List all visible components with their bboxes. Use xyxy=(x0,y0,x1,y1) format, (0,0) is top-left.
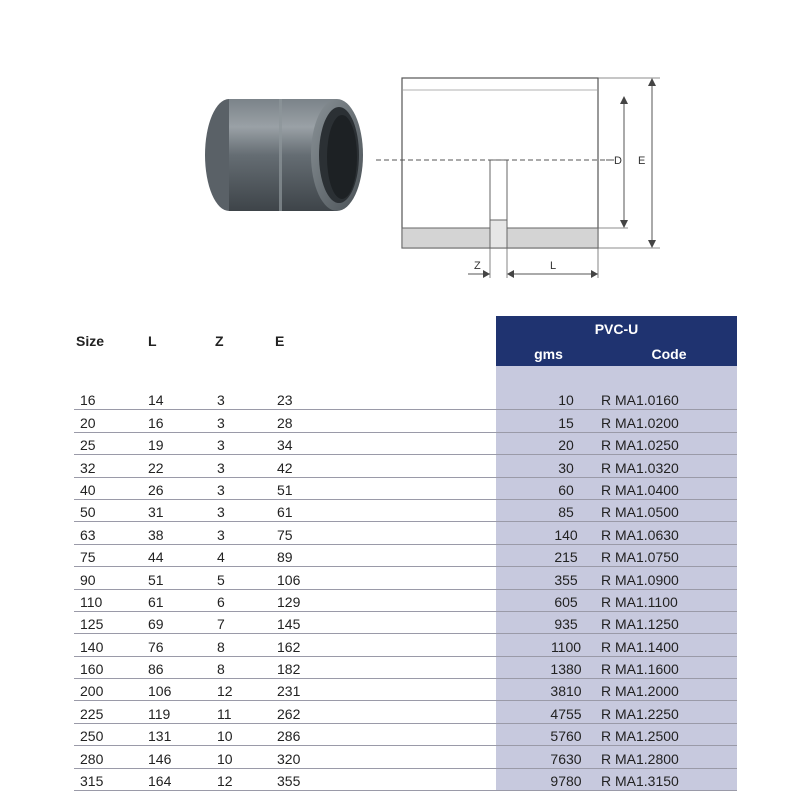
cell-l: 14 xyxy=(134,388,209,410)
header-gms: gms xyxy=(496,342,601,366)
cell-size: 75 xyxy=(74,544,134,566)
table-row xyxy=(74,768,737,790)
cell-e: 262 xyxy=(275,701,496,723)
coupling-photo xyxy=(195,85,370,225)
cell-z: 12 xyxy=(209,768,275,790)
dimension-l-label: L xyxy=(550,260,557,272)
header-pvc-u: PVC-U xyxy=(496,316,737,342)
cell-z: 3 xyxy=(209,455,275,477)
cell-code: R MA1.0160 xyxy=(601,388,737,410)
cell-e: 129 xyxy=(275,589,496,611)
cell-size: 25 xyxy=(74,432,134,454)
table-row xyxy=(74,679,737,701)
cell-l: 31 xyxy=(134,499,209,521)
cell-gms: 935 xyxy=(496,611,601,633)
table-row xyxy=(74,544,737,566)
cell-gms: 15 xyxy=(496,410,601,432)
header-code: Code xyxy=(601,342,737,366)
cell-l: 51 xyxy=(134,567,209,589)
cell-z: 3 xyxy=(209,522,275,544)
table-row xyxy=(74,656,737,678)
cell-e: 75 xyxy=(275,522,496,544)
cell-gms: 30 xyxy=(496,455,601,477)
cell-l: 22 xyxy=(134,455,209,477)
cell-z: 8 xyxy=(209,656,275,678)
cell-l: 86 xyxy=(134,656,209,678)
cell-code: R MA1.1250 xyxy=(601,611,737,633)
cell-size: 20 xyxy=(74,410,134,432)
cell-e: 182 xyxy=(275,656,496,678)
cell-e: 355 xyxy=(275,768,496,790)
cell-gms: 3810 xyxy=(496,679,601,701)
cell-l: 44 xyxy=(134,544,209,566)
cell-z: 12 xyxy=(209,679,275,701)
cell-code: R MA1.3150 xyxy=(601,768,737,790)
cell-z: 3 xyxy=(209,388,275,410)
cell-gms: 9780 xyxy=(496,768,601,790)
cell-gms: 355 xyxy=(496,567,601,589)
cell-size: 250 xyxy=(74,723,134,745)
dimension-e-label: E xyxy=(638,155,646,167)
cell-size: 125 xyxy=(74,611,134,633)
dimension-table xyxy=(74,316,737,791)
cell-size: 200 xyxy=(74,679,134,701)
cell-z: 10 xyxy=(209,723,275,745)
cell-e: 28 xyxy=(275,410,496,432)
cell-e: 89 xyxy=(275,544,496,566)
cell-gms: 20 xyxy=(496,432,601,454)
cell-size: 40 xyxy=(74,477,134,499)
table-body xyxy=(74,388,737,791)
table-row xyxy=(74,589,737,611)
cell-code: R MA1.2250 xyxy=(601,701,737,723)
cell-z: 11 xyxy=(209,701,275,723)
cell-code: R MA1.2000 xyxy=(601,679,737,701)
table-row xyxy=(74,746,737,768)
cell-gms: 85 xyxy=(496,499,601,521)
cell-l: 146 xyxy=(134,746,209,768)
cell-code: R MA1.2800 xyxy=(601,746,737,768)
header-e: E xyxy=(275,333,285,349)
cell-gms: 215 xyxy=(496,544,601,566)
cell-gms: 1380 xyxy=(496,656,601,678)
cell-size: 63 xyxy=(74,522,134,544)
cell-gms: 4755 xyxy=(496,701,601,723)
cell-size: 160 xyxy=(74,656,134,678)
dimension-d-label: D xyxy=(614,155,622,167)
cell-l: 119 xyxy=(134,701,209,723)
cell-l: 106 xyxy=(134,679,209,701)
cell-z: 7 xyxy=(209,611,275,633)
table-row xyxy=(74,455,737,477)
cell-size: 315 xyxy=(74,768,134,790)
table-row xyxy=(74,567,737,589)
cell-size: 32 xyxy=(74,455,134,477)
cell-l: 69 xyxy=(134,611,209,633)
cell-z: 8 xyxy=(209,634,275,656)
cell-code: R MA1.0900 xyxy=(601,567,737,589)
cell-e: 51 xyxy=(275,477,496,499)
cell-size: 110 xyxy=(74,589,134,611)
cell-z: 3 xyxy=(209,410,275,432)
cell-z: 3 xyxy=(209,499,275,521)
cell-size: 225 xyxy=(74,701,134,723)
cell-size: 90 xyxy=(74,567,134,589)
table-row xyxy=(74,432,737,454)
table-row xyxy=(74,701,737,723)
coupling-drawing xyxy=(370,70,670,285)
cell-z: 6 xyxy=(209,589,275,611)
cell-gms: 605 xyxy=(496,589,601,611)
cell-z: 10 xyxy=(209,746,275,768)
cell-e: 61 xyxy=(275,499,496,521)
dimension-z-label: Z xyxy=(474,260,481,272)
cell-gms: 10 xyxy=(496,388,601,410)
cell-size: 50 xyxy=(74,499,134,521)
table-row xyxy=(74,388,737,410)
cell-gms: 7630 xyxy=(496,746,601,768)
cell-code: R MA1.0630 xyxy=(601,522,737,544)
cell-e: 23 xyxy=(275,388,496,410)
cell-l: 38 xyxy=(134,522,209,544)
cell-l: 19 xyxy=(134,432,209,454)
cell-z: 3 xyxy=(209,432,275,454)
cell-code: R MA1.2500 xyxy=(601,723,737,745)
cell-code: R MA1.1400 xyxy=(601,634,737,656)
cell-code: R MA1.0200 xyxy=(601,410,737,432)
cell-code: R MA1.0750 xyxy=(601,544,737,566)
table-row xyxy=(74,477,737,499)
cell-e: 320 xyxy=(275,746,496,768)
cell-gms: 60 xyxy=(496,477,601,499)
table-row xyxy=(74,723,737,745)
cell-code: R MA1.0320 xyxy=(601,455,737,477)
cell-l: 16 xyxy=(134,410,209,432)
cell-z: 5 xyxy=(209,567,275,589)
cell-code: R MA1.0500 xyxy=(601,499,737,521)
cell-l: 76 xyxy=(134,634,209,656)
cell-code: R MA1.1600 xyxy=(601,656,737,678)
cell-l: 131 xyxy=(134,723,209,745)
cell-size: 140 xyxy=(74,634,134,656)
cell-code: R MA1.1100 xyxy=(601,589,737,611)
table-row xyxy=(74,499,737,521)
cell-l: 61 xyxy=(134,589,209,611)
cell-z: 3 xyxy=(209,477,275,499)
cell-e: 106 xyxy=(275,567,496,589)
table-row xyxy=(74,522,737,544)
header-z: Z xyxy=(215,333,224,349)
cell-l: 164 xyxy=(134,768,209,790)
header-l: L xyxy=(148,333,157,349)
header-size: Size xyxy=(76,333,105,349)
cell-gms: 1100 xyxy=(496,634,601,656)
cell-code: R MA1.0250 xyxy=(601,432,737,454)
table-row xyxy=(74,611,737,633)
cell-e: 34 xyxy=(275,432,496,454)
table-row xyxy=(74,634,737,656)
cell-e: 145 xyxy=(275,611,496,633)
cell-z: 4 xyxy=(209,544,275,566)
cell-code: R MA1.0400 xyxy=(601,477,737,499)
cell-e: 162 xyxy=(275,634,496,656)
table-row xyxy=(74,410,737,432)
cell-gms: 5760 xyxy=(496,723,601,745)
cell-e: 286 xyxy=(275,723,496,745)
cell-size: 280 xyxy=(74,746,134,768)
cell-gms: 140 xyxy=(496,522,601,544)
cell-size: 16 xyxy=(74,388,134,410)
cell-e: 231 xyxy=(275,679,496,701)
cell-e: 42 xyxy=(275,455,496,477)
cell-l: 26 xyxy=(134,477,209,499)
